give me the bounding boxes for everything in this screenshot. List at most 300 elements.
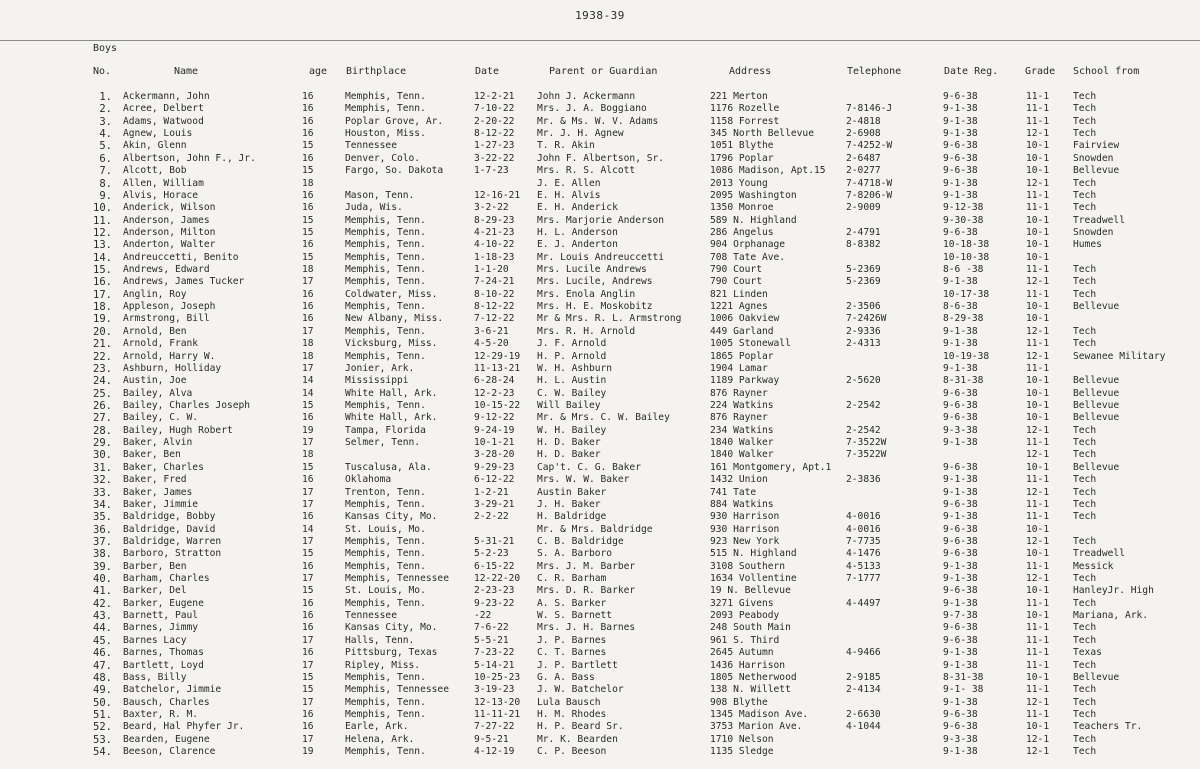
telephone: 7-4252-W — [846, 140, 893, 152]
address: 884 Watkins — [710, 498, 774, 510]
age: 16 — [302, 128, 314, 140]
date-registered: 9-1-38 — [943, 437, 978, 449]
table-row — [0, 610, 1200, 622]
birth-date: 7-23-22 — [474, 647, 515, 659]
table-row — [0, 363, 1200, 375]
age: 16 — [302, 313, 314, 325]
age: 16 — [302, 239, 314, 251]
grade: 11-1 — [1026, 189, 1050, 201]
parent-guardian: Will Bailey — [537, 399, 601, 411]
telephone: 7-2426W — [846, 313, 887, 325]
table-row — [0, 116, 1200, 128]
grade: 10-1 — [1026, 610, 1050, 622]
birth-date: 3-6-21 — [474, 325, 509, 337]
date-registered: 9-1-38 — [943, 362, 978, 374]
birthplace: Memphis, Tennessee — [345, 573, 449, 585]
birthplace: Memphis, Tenn. — [345, 91, 426, 102]
age: 14 — [302, 375, 314, 387]
row-number: 5. — [99, 140, 112, 153]
student-name: Andreuccetti, Benito — [123, 251, 239, 263]
birthplace: New Albany, Miss. — [345, 313, 444, 325]
birthplace: Memphis, Tenn. — [345, 746, 426, 758]
grade: 10-1 — [1026, 461, 1050, 473]
birth-date: 10-25-23 — [474, 671, 521, 683]
age: 17 — [302, 573, 314, 585]
address: 876 Rayner — [710, 387, 768, 399]
student-name: Baker, James — [123, 486, 193, 498]
school-from: Snowden — [1073, 152, 1114, 164]
birthplace: Memphis, Tenn. — [345, 535, 426, 547]
address: 1796 Poplar — [710, 152, 774, 164]
birthplace: Memphis, Tenn. — [345, 548, 426, 560]
date-registered: 10-10-38 — [943, 251, 990, 263]
parent-guardian: Mr & Mrs. R. L. Armstrong — [537, 313, 682, 325]
student-name: Barker, Del — [123, 585, 187, 597]
table-row — [0, 400, 1200, 412]
date-registered: 8-31-38 — [943, 375, 984, 387]
date-registered: 9-1-38 — [943, 597, 978, 609]
grade: 11-1 — [1026, 560, 1050, 572]
student-name: Arnold, Harry W. — [123, 350, 216, 362]
grade: 10-1 — [1026, 585, 1050, 597]
parent-guardian: Cap't. C. G. Baker — [537, 461, 641, 473]
address: 1005 Stonewall — [710, 338, 791, 350]
table-row — [0, 264, 1200, 276]
header-telephone: Telephone — [847, 66, 902, 77]
age: 17 — [302, 498, 314, 510]
birth-date: 10-15-22 — [474, 399, 521, 411]
row-number: 30. — [93, 449, 112, 462]
grade: 12-1 — [1026, 424, 1050, 436]
parent-guardian: W. H. Ashburn — [537, 362, 613, 374]
parent-guardian: Mr. & Mrs. Baldridge — [537, 523, 653, 535]
section-label: Boys — [93, 43, 118, 54]
birth-date: 6-15-22 — [474, 560, 515, 572]
date-registered: 9-6-38 — [943, 412, 978, 424]
telephone: 2-6630 — [846, 708, 881, 720]
school-from: Bellevue — [1073, 399, 1120, 411]
birthplace: Memphis, Tenn. — [345, 239, 426, 251]
birthplace: Houston, Miss. — [345, 128, 426, 140]
table-row — [0, 276, 1200, 288]
table-row — [0, 301, 1200, 313]
telephone: 2-4313 — [846, 338, 881, 350]
address: 1634 Vollentine — [710, 573, 797, 585]
age: 16 — [302, 647, 314, 659]
grade: 10-1 — [1026, 399, 1050, 411]
parent-guardian: C. R. Barham — [537, 573, 607, 585]
address: 790 Court — [710, 264, 762, 276]
birthplace: Memphis, Tennessee — [345, 684, 449, 696]
header-name: Name — [174, 66, 199, 77]
birthplace: White Hall, Ark. — [345, 387, 438, 399]
header-age: age — [309, 66, 328, 77]
parent-guardian: Mr. & Ms. W. V. Adams — [537, 115, 659, 127]
date-registered: 8-29-38 — [943, 313, 984, 325]
birthplace: Memphis, Tenn. — [345, 671, 426, 683]
age: 14 — [302, 387, 314, 399]
telephone: 4-4497 — [846, 597, 881, 609]
school-from: Tech — [1073, 91, 1097, 102]
birth-date: 8-29-23 — [474, 214, 515, 226]
row-number: 2. — [99, 103, 112, 116]
birth-date: 8-12-22 — [474, 301, 515, 313]
birthplace: Oklahoma — [345, 474, 392, 486]
address: 1158 Forrest — [710, 115, 780, 127]
row-number: 1. — [99, 91, 112, 103]
birthplace: Pittsburg, Texas — [345, 647, 438, 659]
table-row — [0, 252, 1200, 264]
row-number: 14. — [93, 251, 112, 264]
parent-guardian: Mrs. J. H. Barnes — [537, 622, 636, 634]
student-name: Beeson, Clarence — [123, 746, 216, 758]
date-registered: 8-31-38 — [943, 671, 984, 683]
grade: 11-1 — [1026, 634, 1050, 646]
school-from: Tech — [1073, 424, 1097, 436]
student-name: Albertson, John F., Jr. — [123, 152, 256, 164]
school-from: Bellevue — [1073, 412, 1120, 424]
row-number: 47. — [93, 659, 112, 672]
header-date: Date — [475, 66, 500, 77]
table-row — [0, 697, 1200, 709]
table-row — [0, 635, 1200, 647]
row-number: 25. — [93, 387, 112, 400]
address: 1432 Union — [710, 474, 768, 486]
header-no: No. — [93, 66, 112, 77]
student-name: Andrews, Edward — [123, 264, 210, 276]
birth-date: 2-23-23 — [474, 585, 515, 597]
student-name: Anderick, Wilson — [123, 202, 216, 214]
row-number: 53. — [93, 733, 112, 746]
address: 19 N. Bellevue — [710, 585, 791, 597]
date-registered: 8-6 -38 — [943, 264, 984, 276]
school-from: Tech — [1073, 202, 1097, 214]
table-row — [0, 573, 1200, 585]
age: 18 — [302, 177, 314, 189]
grade: 11-1 — [1026, 597, 1050, 609]
row-number: 41. — [93, 585, 112, 598]
school-from: Tech — [1073, 511, 1097, 523]
parent-guardian: Mr. & Mrs. C. W. Bailey — [537, 412, 670, 424]
table-row — [0, 128, 1200, 140]
parent-guardian: Mrs. W. W. Baker — [537, 474, 630, 486]
parent-guardian: Mrs. D. R. Barker — [537, 585, 636, 597]
age: 16 — [302, 91, 314, 102]
table-row — [0, 462, 1200, 474]
table-row — [0, 672, 1200, 684]
student-name: Appleson, Joseph — [123, 301, 216, 313]
parent-guardian: H. L. Anderson — [537, 226, 618, 238]
grade: 10-1 — [1026, 548, 1050, 560]
telephone: 7-4718-W — [846, 177, 893, 189]
birth-date: 12-29-19 — [474, 350, 521, 362]
student-name: Arnold, Ben — [123, 325, 187, 337]
student-name: Barnett, Paul — [123, 610, 199, 622]
row-number: 37. — [93, 535, 112, 548]
telephone: 4-1044 — [846, 721, 881, 733]
student-name: Bass, Billy — [123, 671, 187, 683]
date-registered: 9-7-38 — [943, 610, 978, 622]
age: 15 — [302, 226, 314, 238]
grade: 10-1 — [1026, 152, 1050, 164]
birth-date: 3-28-20 — [474, 449, 515, 461]
student-name: Bailey, Alva — [123, 387, 193, 399]
row-number: 45. — [93, 634, 112, 647]
parent-guardian: H. M. Rhodes — [537, 708, 607, 720]
table-row — [0, 239, 1200, 251]
date-registered: 9-1-38 — [943, 511, 978, 523]
row-number: 10. — [93, 202, 112, 215]
header-birthplace: Birthplace — [346, 66, 407, 77]
address: 2095 Washington — [710, 189, 797, 201]
row-number: 17. — [93, 288, 112, 301]
date-registered: 9-12-38 — [943, 202, 984, 214]
student-name: Baker, Fred — [123, 474, 187, 486]
birthplace: Memphis, Tenn. — [345, 301, 426, 313]
table-row — [0, 499, 1200, 511]
telephone: 4-9466 — [846, 647, 881, 659]
table-row — [0, 227, 1200, 239]
age: 15 — [302, 214, 314, 226]
student-name: Baker, Charles — [123, 461, 204, 473]
birthplace: Halls, Tenn. — [345, 634, 415, 646]
age: 16 — [302, 103, 314, 115]
address: 1345 Madison Ave. — [710, 708, 809, 720]
birthplace: Memphis, Tenn. — [345, 560, 426, 572]
parent-guardian: C. T. Barnes — [537, 647, 607, 659]
address: 1436 Harrison — [710, 659, 786, 671]
parent-guardian: Mrs. Marjorie Anderson — [537, 214, 665, 226]
date-registered: 10-19-38 — [943, 350, 990, 362]
grade: 12-1 — [1026, 696, 1050, 708]
grade: 10-1 — [1026, 412, 1050, 424]
school-from: Teachers Tr. — [1073, 721, 1143, 733]
row-number: 49. — [93, 684, 112, 697]
address: 923 New York — [710, 535, 780, 547]
birthplace: Memphis, Tenn. — [345, 226, 426, 238]
school-from: Tech — [1073, 449, 1097, 461]
date-registered: 9-30-38 — [943, 214, 984, 226]
school-from: Treadwell — [1073, 548, 1125, 560]
date-registered: 9-1-38 — [943, 659, 978, 671]
row-number: 44. — [93, 622, 112, 635]
birthplace: Memphis, Tenn. — [345, 103, 426, 115]
school-from: Messick — [1073, 560, 1114, 572]
grade: 10-1 — [1026, 671, 1050, 683]
address: 3271 Givens — [710, 597, 774, 609]
grade: 10-1 — [1026, 214, 1050, 226]
date-registered: 9-6-38 — [943, 708, 978, 720]
birth-date: 6-28-24 — [474, 375, 515, 387]
student-name: Anderton, Walter — [123, 239, 216, 251]
student-name: Barnes Lacy — [123, 634, 187, 646]
address: 1350 Monroe — [710, 202, 774, 214]
birthplace: Mississippi — [345, 375, 409, 387]
parent-guardian: Lula Bausch — [537, 696, 601, 708]
row-number: 33. — [93, 486, 112, 499]
address: 221 Merton — [710, 91, 768, 102]
parent-guardian: Mr. J. H. Agnew — [537, 128, 624, 140]
birthplace: Selmer, Tenn. — [345, 437, 421, 449]
date-registered: 9-1-38 — [943, 325, 978, 337]
address: 589 N. Highland — [710, 214, 797, 226]
grade: 10-1 — [1026, 301, 1050, 313]
age: 17 — [302, 535, 314, 547]
header-parent: Parent or Guardian — [549, 66, 658, 77]
school-from: Tech — [1073, 128, 1097, 140]
birth-date: 12-16-21 — [474, 189, 521, 201]
grade: 10-1 — [1026, 239, 1050, 251]
school-from: Tech — [1073, 696, 1097, 708]
age: 16 — [302, 721, 314, 733]
birth-date: 3-2-22 — [474, 202, 509, 214]
student-name: Bailey, C. W. — [123, 412, 199, 424]
table-row — [0, 734, 1200, 746]
birth-date: 12-13-20 — [474, 696, 521, 708]
parent-guardian: E. H. Alvis — [537, 189, 601, 201]
address: 790 Court — [710, 276, 762, 288]
parent-guardian: Mr. K. Bearden — [537, 733, 618, 745]
grade: 11-1 — [1026, 338, 1050, 350]
grade: 10-1 — [1026, 313, 1050, 325]
grade: 11-1 — [1026, 622, 1050, 634]
address: 1051 Blythe — [710, 140, 774, 152]
date-registered: 9-6-38 — [943, 387, 978, 399]
address: 741 Tate — [710, 486, 757, 498]
age: 15 — [302, 461, 314, 473]
birth-date: 11-11-21 — [474, 708, 521, 720]
school-from: Tech — [1073, 189, 1097, 201]
student-name: Austin, Joe — [123, 375, 187, 387]
school-from: Tech — [1073, 746, 1097, 758]
address: 708 Tate Ave. — [710, 251, 786, 263]
age: 17 — [302, 733, 314, 745]
grade: 10-1 — [1026, 375, 1050, 387]
table-row — [0, 425, 1200, 437]
parent-guardian: W. S. Barnett — [537, 610, 613, 622]
table-row — [0, 313, 1200, 325]
address: 2645 Autumn — [710, 647, 774, 659]
table-row — [0, 178, 1200, 190]
age: 14 — [302, 523, 314, 535]
birth-date: 7-12-22 — [474, 313, 515, 325]
birth-date: 7-6-22 — [474, 622, 509, 634]
address: 161 Montgomery, Apt.1 — [710, 461, 832, 473]
birthplace: Memphis, Tenn. — [345, 276, 426, 288]
address: 2093 Peabody — [710, 610, 780, 622]
grade: 12-1 — [1026, 276, 1050, 288]
parent-guardian: W. H. Bailey — [537, 424, 607, 436]
date-registered: 9-6-38 — [943, 548, 978, 560]
birthplace: Earle, Ark. — [345, 721, 409, 733]
row-number: 46. — [93, 647, 112, 660]
age: 16 — [302, 511, 314, 523]
student-name: Barnes, Thomas — [123, 647, 204, 659]
grade: 12-1 — [1026, 486, 1050, 498]
date-registered: 8-6-38 — [943, 301, 978, 313]
date-registered: 9-1-38 — [943, 276, 978, 288]
row-number: 8. — [99, 177, 112, 190]
row-number: 22. — [93, 350, 112, 363]
birthplace: Jonier, Ark. — [345, 362, 415, 374]
date-registered: 9-1-38 — [943, 103, 978, 115]
school-from: Bellevue — [1073, 375, 1120, 387]
grade: 12-1 — [1026, 325, 1050, 337]
grade: 11-1 — [1026, 264, 1050, 276]
table-row — [0, 289, 1200, 301]
birthplace: Memphis, Tenn. — [345, 325, 426, 337]
row-number: 52. — [93, 721, 112, 734]
grade: 11-1 — [1026, 202, 1050, 214]
address: 961 S. Third — [710, 634, 780, 646]
row-number: 42. — [93, 597, 112, 610]
telephone: 2-6487 — [846, 152, 881, 164]
school-from: Tech — [1073, 573, 1097, 585]
table-row — [0, 622, 1200, 634]
parent-guardian: C. P. Beeson — [537, 746, 607, 758]
parent-guardian: Mrs. R. S. Alcott — [537, 165, 636, 177]
row-number: 35. — [93, 511, 112, 524]
row-number: 21. — [93, 338, 112, 351]
table-row — [0, 412, 1200, 424]
parent-guardian: H. D. Baker — [537, 437, 601, 449]
student-table — [0, 91, 1200, 758]
birthplace: Helena, Ark. — [345, 733, 415, 745]
birth-date: 1-7-23 — [474, 165, 509, 177]
telephone: 2-6908 — [846, 128, 881, 140]
school-from: Tech — [1073, 733, 1097, 745]
student-name: Barnes, Jimmy — [123, 622, 199, 634]
birth-date: 9-12-22 — [474, 412, 515, 424]
table-row — [0, 375, 1200, 387]
table-row — [0, 487, 1200, 499]
student-name: Baldridge, Bobby — [123, 511, 216, 523]
birthplace: Tampa, Florida — [345, 424, 426, 436]
school-from: Mariana, Ark. — [1073, 610, 1149, 622]
birth-date: 5-2-23 — [474, 548, 509, 560]
birth-date: 2-2-22 — [474, 511, 509, 523]
age: 16 — [302, 202, 314, 214]
table-row — [0, 684, 1200, 696]
row-number: 48. — [93, 671, 112, 684]
birth-date: 9-29-23 — [474, 461, 515, 473]
header-school: School from — [1073, 66, 1140, 77]
grade: 12-1 — [1026, 177, 1050, 189]
date-registered: 9-1-38 — [943, 746, 978, 758]
date-registered: 9-6-38 — [943, 399, 978, 411]
parent-guardian: E. H. Anderick — [537, 202, 618, 214]
birthplace: Vicksburg, Miss. — [345, 338, 438, 350]
date-registered: 9-1- 38 — [943, 684, 984, 696]
row-number: 39. — [93, 560, 112, 573]
student-name: Baldridge, Warren — [123, 535, 222, 547]
row-number: 27. — [93, 412, 112, 425]
address: 224 Watkins — [710, 399, 774, 411]
table-row — [0, 511, 1200, 523]
student-name: Agnew, Louis — [123, 128, 193, 140]
row-number: 54. — [93, 746, 112, 759]
birthplace: Juda, Wis. — [345, 202, 403, 214]
grade: 11-1 — [1026, 659, 1050, 671]
birth-date: 12-22-20 — [474, 573, 521, 585]
birthplace: Poplar Grove, Ar. — [345, 115, 444, 127]
address: 2013 Young — [710, 177, 768, 189]
birth-date: 10-1-21 — [474, 437, 515, 449]
student-name: Acree, Delbert — [123, 103, 204, 115]
parent-guardian: Mrs. Lucile Andrews — [537, 264, 647, 276]
row-number: 3. — [99, 115, 112, 128]
school-from: Tech — [1073, 325, 1097, 337]
